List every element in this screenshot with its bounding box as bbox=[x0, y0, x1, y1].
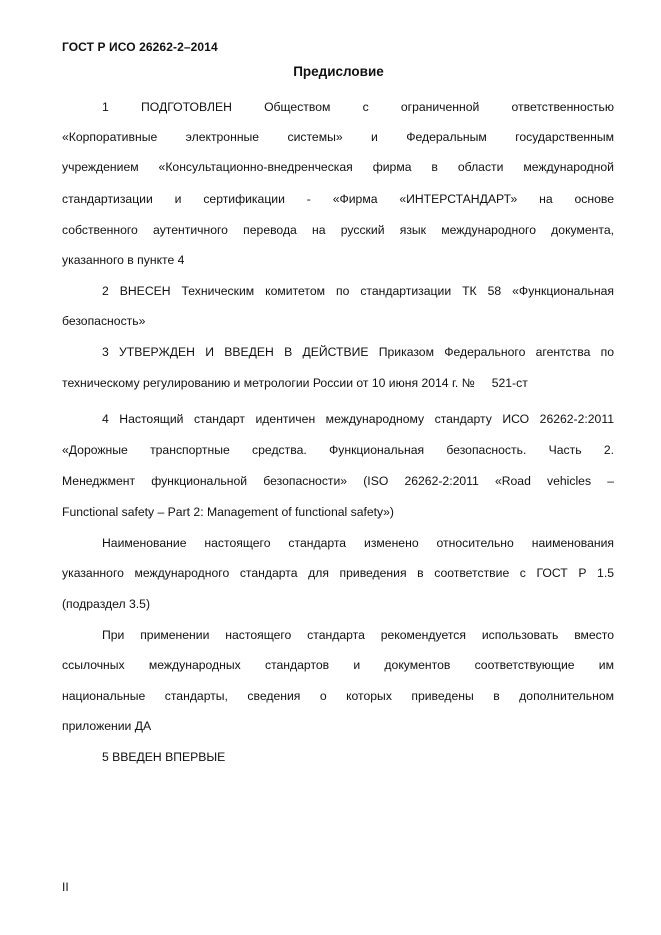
document-header-id: ГОСТ Р ИСО 26262-2–2014 bbox=[62, 40, 218, 54]
para-application-line-1: При применении настоящего стандарта рекомендуется использовать вместо bbox=[102, 628, 614, 642]
para-application-line-2: ссылочных международных стандартов и документов соответствующие им bbox=[62, 658, 614, 672]
para-2-line-1: 2 ВНЕСЕН Техническим комитетом по стандартизации ТК 58 «Функциональная bbox=[102, 284, 614, 298]
page-title: Предисловие bbox=[293, 64, 384, 79]
para-4-line-4: Functional safety – Part 2: Management of functional safety») bbox=[62, 505, 394, 519]
para-4-line-2: «Дорожные транспортные средства. Функциональная безопасность. Часть 2. bbox=[62, 443, 614, 457]
para-4-line-3: Менеджмент функциональной безопасности» (ISO 26262-2:2011 «Road vehicles – bbox=[62, 474, 614, 488]
para-3-line-1: 3 УТВЕРЖДЕН И ВВЕДЕН В ДЕЙСТВИЕ Приказом Федерального агентства по bbox=[102, 345, 614, 359]
para-1-line-4: стандартизации и сертификации - «Фирма «ИНТЕРСТАНДАРТ» на основе bbox=[62, 192, 614, 206]
page-number: II bbox=[62, 880, 69, 894]
para-2-line-2: безопасность» bbox=[62, 314, 146, 328]
para-application-line-3: национальные стандарты, сведения о которых приведены в дополнительном bbox=[62, 689, 614, 703]
para-4-line-1: 4 Настоящий стандарт идентичен международному стандарту ИСО 26262-2:2011 bbox=[102, 412, 614, 426]
para-1-line-3: учреждением «Консультационно-внедренческая фирма в области международной bbox=[62, 160, 614, 174]
para-5-line-1: 5 ВВЕДЕН ВПЕРВЫЕ bbox=[102, 750, 226, 764]
para-1-line-5: собственного аутентичного перевода на русский язык международного документа, bbox=[62, 223, 614, 237]
para-application-line-4: приложении ДА bbox=[62, 719, 152, 733]
para-1-line-6: указанного в пункте 4 bbox=[62, 253, 185, 267]
para-naming-line-2: указанного международного стандарта для приведения в соответствие с ГОСТ Р 1.5 bbox=[62, 566, 614, 580]
para-naming-line-1: Наименование настоящего стандарта изменено относительно наименования bbox=[102, 536, 614, 550]
para-1-line-1: 1 ПОДГОТОВЛЕН Обществом с ограниченной ответственностью bbox=[102, 100, 614, 114]
para-naming-line-3: (подраздел 3.5) bbox=[62, 597, 151, 611]
para-1-line-2: «Корпоративные электронные системы» и Федеральным государственным bbox=[62, 130, 614, 144]
para-3-line-2: техническому регулированию и метрологии России от 10 июня 2014 г. № 521-ст bbox=[62, 376, 528, 390]
